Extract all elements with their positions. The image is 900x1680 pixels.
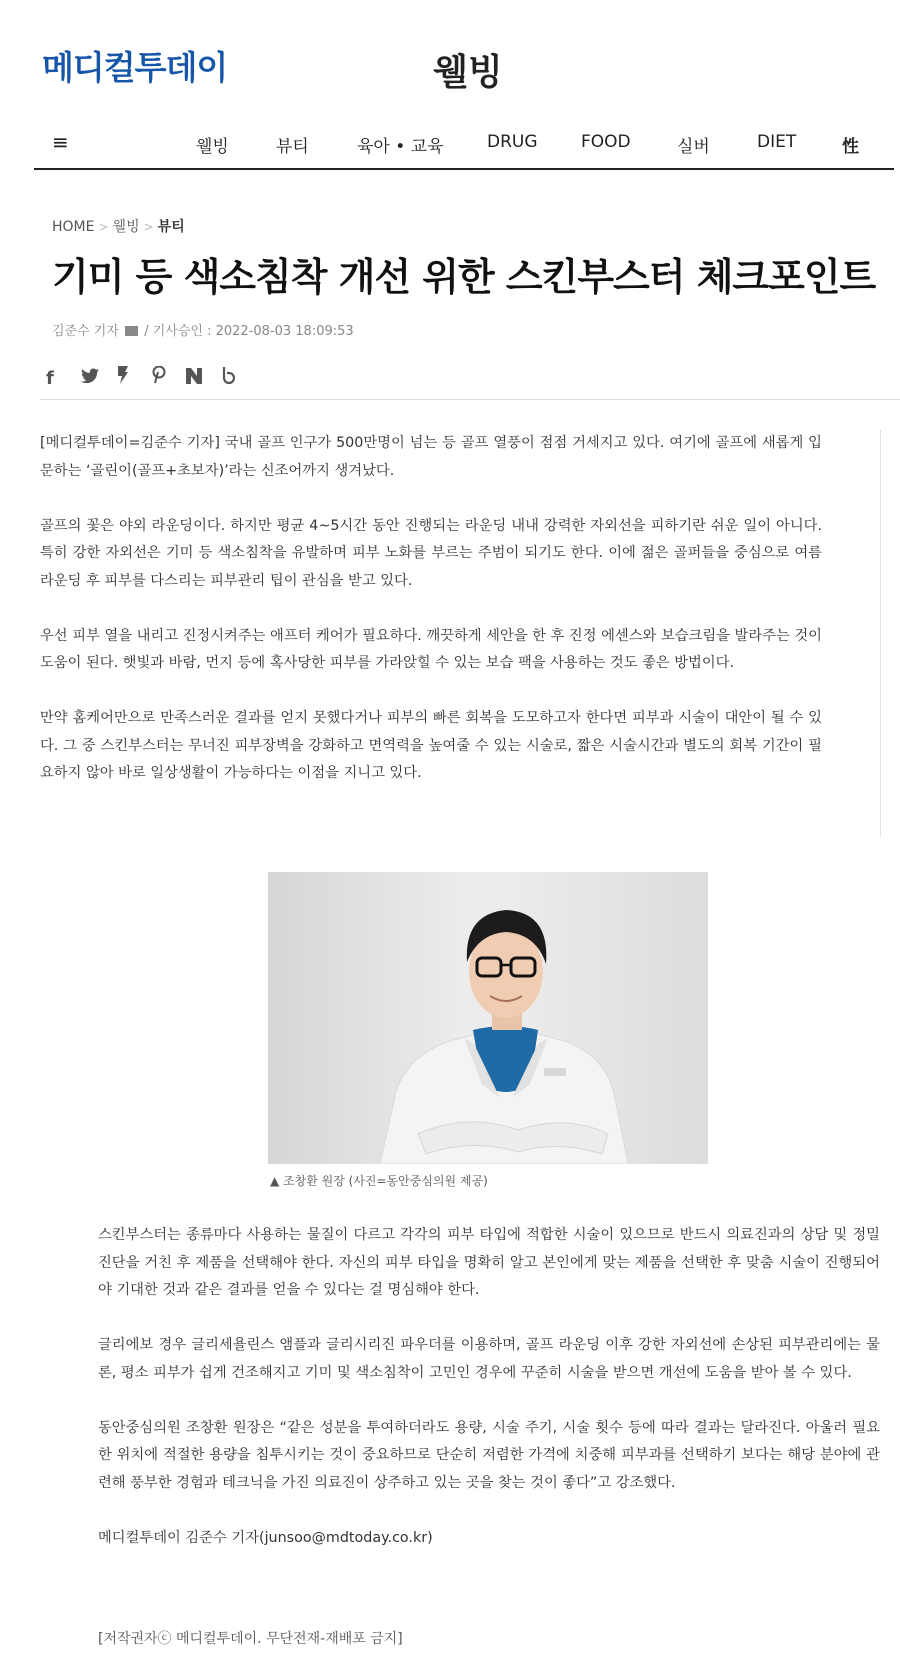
article-title: 기미 등 색소침착 개선 위한 스킨부스터 체크포인트 xyxy=(52,255,876,299)
hamburger-menu-icon[interactable]: ≡ xyxy=(52,130,69,154)
breadcrumb-home[interactable]: HOME xyxy=(52,219,95,235)
breadcrumb-current[interactable]: 뷰티 xyxy=(157,219,185,235)
divider xyxy=(40,399,900,400)
article-paragraph: 우선 피부 열을 내리고 진정시켜주는 애프터 케어가 필요하다. 깨끗하게 세안을 한 후 진정 에센스와 보습크림을 발라주는 것이 도움이 된다. 햇빛과 바람, 먼지 등에 혹사당한 피부를 가라앉힐 수 있는 보습 팩을 사용하는 것도 좋은 방법이다. xyxy=(40,627,822,671)
nav-item-food[interactable]: FOOD xyxy=(581,132,631,152)
nav-item-silver[interactable]: 실버 xyxy=(677,137,710,157)
article-photo[interactable] xyxy=(268,872,708,1164)
article-paragraph: 글리에보 경우 글리세욜린스 앰플과 글리시리진 파우더를 이용하며, 골프 라운딩 이후 강한 자외선에 손상된 피부관리에는 물론, 평소 피부가 쉽게 건조해지고 기미 및 색소침착이 고민인 경우에 꾸준히 시술을 받으면 개선에 도움을 받아 볼 수 있다. xyxy=(98,1337,880,1381)
band-icon[interactable] xyxy=(221,366,251,389)
article-paragraph: 골프의 꽃은 야외 라운딩이다. 하지만 평균 4~5시간 동안 진행되는 라운딩 내내 강력한 자외선을 피하기란 쉬운 일이 아니다. 특히 강한 자외선은 기미 등 색소침착을 유발하며 피부 노화를 부르는 주범이 되기도 한다. 이에 젊은 골퍼들을 중심으로 여름 라운딩 후 피부를 다스리는 피부관리 팁이 관심을 받고 있다. xyxy=(40,517,822,589)
main-nav xyxy=(34,122,894,170)
divider xyxy=(880,430,881,836)
article-paragraph: 동안중심의원 조창환 원장은 “같은 성분을 투여하더라도 용량, 시술 주기, 시술 횟수 등에 따라 결과는 달라진다. 아울러 필요한 위치에 적절한 용량을 침투시키는 것이 중요하므로 단순히 저렴한 가격에 치중해 피부과를 선택하기 보다는 해당 분야에 관련해 풍부한 경험과 테크닉을 가진 의료진이 상주하고 있는 곳을 찾는 것이 좋다”고 강조했다. xyxy=(98,1419,880,1491)
article-byline xyxy=(52,320,354,339)
article-body-bottom xyxy=(98,1222,880,1580)
share-bar xyxy=(46,366,251,394)
chevron-right-icon: > xyxy=(98,220,109,234)
author-name: 김준수 기자 xyxy=(52,324,119,339)
nav-item-beauty[interactable]: 뷰티 xyxy=(276,137,309,157)
naver-icon[interactable] xyxy=(186,368,216,389)
article-paragraph: [메디컬투데이=김준수 기자] 국내 골프 인구가 500만명이 넘는 등 골프 열풍이 점점 거세지고 있다. 여기에 골프에 새롭게 입문하는 ‘골린이(골프+초보자)’라는 신조어까지 생겨났다. xyxy=(40,435,822,479)
reporter-credit: 메디컬투데이 김준수 기자(junsoo@mdtoday.co.kr) xyxy=(98,1529,433,1546)
approval-date: / 기사승인 : 2022-08-03 18:09:53 xyxy=(144,324,354,339)
article-paragraph: 만약 홈케어만으로 만족스러운 결과를 얻지 못했다거나 피부의 빠른 회복을 도모하고자 한다면 피부과 시술이 대안이 될 수 있다. 그 중 스킨부스터는 무너진 피부장벽을 강화하고 면역력을 높여줄 수 있는 시술로, 짧은 시술시간과 별도의 회복 기간이 필요하지 않아 바로 일상생활이 가능하다는 이점을 지니고 있다. xyxy=(40,710,822,781)
photo-caption: ▲ 조창환 원장 (사진=동안중심의원 제공) xyxy=(270,1174,488,1188)
copyright-notice: [저작권자ⓒ 메디컬투데이. 무단전재-재배포 금지] xyxy=(98,1631,403,1647)
nav-item-sex[interactable]: 性 xyxy=(842,137,859,157)
nav-item-parenting-education[interactable]: 육아 • 교육 xyxy=(357,137,444,157)
kakaostory-icon[interactable] xyxy=(116,366,146,389)
section-title: 웰빙 xyxy=(433,52,503,93)
site-logo[interactable]: 메디컬투데이 xyxy=(42,48,228,87)
pinterest-icon[interactable] xyxy=(151,366,181,389)
nav-item-wellbeing[interactable]: 웰빙 xyxy=(196,137,229,157)
breadcrumb-level1[interactable]: 웰빙 xyxy=(112,219,140,235)
article-paragraph: 스킨부스터는 종류마다 사용하는 물질이 다르고 각각의 피부 타입에 적합한 시술이 있으므로 반드시 의료진과의 상담 및 정밀진단을 거친 후 제품을 선택해야 한다. 자신의 피부 타입을 명확히 알고 본인에게 맞는 제품을 선택한 후 맞춤 시술이 진행되어야 기대한 것과 같은 결과를 얻을 수 있다는 걸 명심해야 한다. xyxy=(98,1227,880,1298)
nav-item-drug[interactable]: DRUG xyxy=(487,132,538,152)
breadcrumb xyxy=(52,216,185,236)
mail-icon[interactable] xyxy=(125,326,138,336)
nav-item-diet[interactable]: DIET xyxy=(757,132,797,152)
twitter-icon[interactable] xyxy=(81,368,111,389)
facebook-icon[interactable]: f xyxy=(46,368,54,389)
chevron-right-icon: > xyxy=(143,220,154,234)
article-body-top xyxy=(40,430,822,815)
